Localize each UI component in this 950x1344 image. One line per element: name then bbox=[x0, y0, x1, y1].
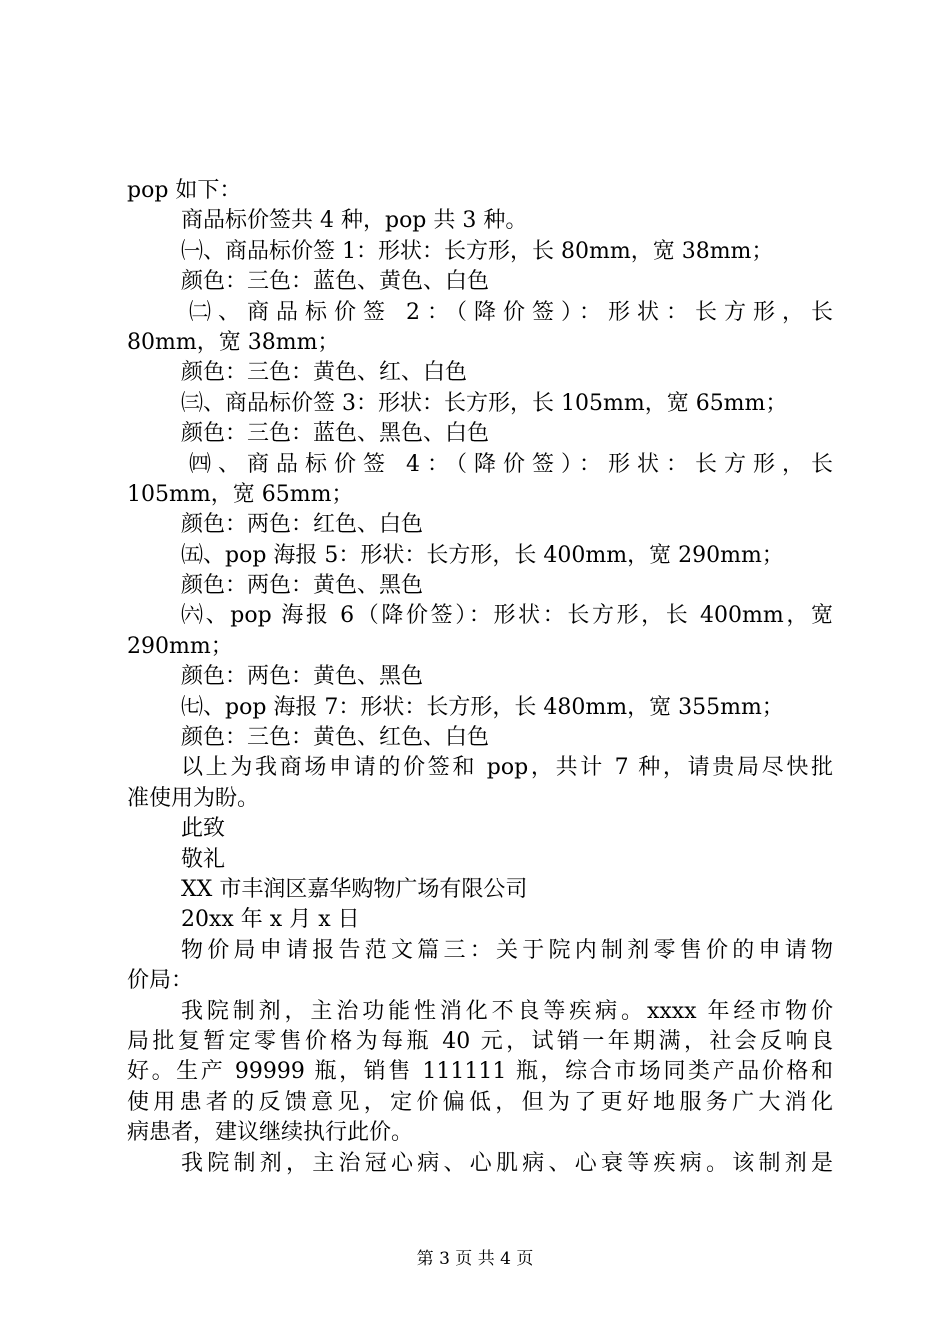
page-footer: 第 3 页 共 4 页 bbox=[416, 1249, 534, 1269]
text-line: 颜色：三色：蓝色、黄色、白色 bbox=[181, 269, 490, 295]
text-line: pop 如下： bbox=[127, 178, 242, 203]
text-line: 颜色：两色：黄色、黑色 bbox=[181, 573, 424, 599]
text-line: ㈢、商品标价签 3：形状：长方形，长 105mm，宽 65mm； bbox=[181, 390, 788, 416]
text-line: ㈠、商品标价签 1：形状：长方形，长 80mm，宽 38mm； bbox=[181, 238, 774, 264]
text-line: 20xx 年 x 月 x 日 bbox=[181, 907, 360, 933]
text-line: XX 市丰润区嘉华购物广场有限公司 bbox=[181, 876, 528, 902]
document-body bbox=[127, 176, 833, 1179]
text-line: 颜色：两色：红色、白色 bbox=[181, 512, 424, 538]
text-line: ㈦、pop 海报 7：形状：长方形，长 480mm，宽 355mm； bbox=[181, 694, 784, 720]
text-line: 好。生产 99999 瓶，销售 111111 瓶，综合市场同类产品价格和 bbox=[127, 1059, 833, 1085]
text-line: 以上为我商场申请的价签和 pop，共计 7 种，请贵局尽快批 bbox=[181, 755, 833, 781]
text-line: 颜色：三色：蓝色、黑色、白色 bbox=[181, 421, 490, 447]
text-line: 物价局申请报告范文篇三：关于院内制剂零售价的申请物 bbox=[181, 937, 833, 963]
text-line: 敬礼 bbox=[181, 846, 226, 872]
text-line: ㈡、商品标价签 2：（降价签）：形状：长方形，长 bbox=[189, 299, 833, 325]
text-line: ㈣、商品标价签 4：（降价签）：形状：长方形，长 bbox=[189, 451, 833, 477]
text-line: 105mm，宽 65mm； bbox=[127, 481, 354, 507]
text-line: 我院制剂，主治功能性消化不良等疾病。xxxx 年经市物价 bbox=[181, 998, 833, 1024]
text-line: 病患者，建议继续执行此价。 bbox=[127, 1120, 414, 1146]
text-line: 此致 bbox=[181, 816, 226, 842]
text-line: 颜色：两色：黄色、黑色 bbox=[181, 664, 424, 690]
text-line: 颜色：三色：黄色、红、白色 bbox=[181, 360, 468, 386]
text-line: 290mm； bbox=[127, 633, 233, 659]
text-line: 我院制剂，主治冠心病、心肌病、心衰等疾病。该制剂是 bbox=[181, 1150, 833, 1176]
text-line: 商品标价签共 4 种，pop 共 3 种。 bbox=[181, 208, 528, 234]
text-line: 准使用为盼。 bbox=[127, 785, 260, 811]
text-line: ㈤、pop 海报 5：形状：长方形，长 400mm，宽 290mm； bbox=[181, 542, 784, 568]
text-line: 颜色：三色：黄色、红色、白色 bbox=[181, 725, 490, 751]
text-line: 使用患者的反馈意见，定价偏低，但为了更好地服务广大消化 bbox=[127, 1089, 833, 1115]
text-line: 80mm，宽 38mm； bbox=[127, 329, 340, 355]
text-line: 局批复暂定零售价格为每瓶 40 元，试销一年期满，社会反响良 bbox=[127, 1028, 833, 1054]
text-line: 价局： bbox=[127, 968, 194, 994]
text-line: ㈥、pop 海报 6（降价签）：形状：长方形，长 400mm，宽 bbox=[181, 603, 833, 629]
